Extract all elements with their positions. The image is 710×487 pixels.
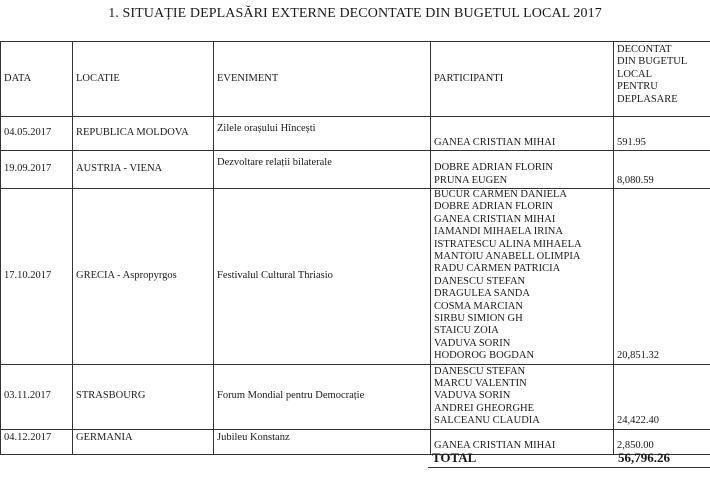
participant-name: IAMANDI MIHAELA IRINA	[434, 226, 563, 238]
cell-participanti	[431, 151, 614, 189]
cell-decontat: 20,851.32	[614, 189, 710, 365]
header-data: DATA	[1, 42, 73, 117]
participant-name: DOBRE ADRIAN FLORIN	[434, 201, 554, 213]
participant-name: DANESCU STEFAN	[434, 275, 526, 287]
header-decontat	[614, 42, 710, 117]
total-label: TOTAL	[432, 450, 477, 465]
participant-name: HODOROG BOGDAN	[434, 350, 535, 362]
cell-data: 03.11.2017	[1, 364, 73, 429]
participant-name: SALCEANU CLAUDIA	[434, 415, 540, 427]
participant-name: COSMA MARCIAN	[434, 300, 523, 312]
participant-name: GANEA CRISTIAN MIHAI	[434, 213, 556, 225]
cell-participanti	[431, 189, 614, 365]
cell-decontat: 8,080.59	[614, 151, 710, 189]
participant-name: DOBRE ADRIAN FLORIN	[434, 162, 554, 174]
header-decontat-line: PENTRU	[617, 81, 658, 93]
cell-eveniment: Forum Mondial pentru Democrație	[214, 364, 431, 429]
header-decontat-line: DECONTAT	[617, 44, 672, 55]
cell-eveniment: Zilele orașului Hîncești	[214, 117, 431, 151]
total-row	[0, 450, 710, 466]
participant-name: BUCUR CARMEN DANIELA	[434, 189, 568, 200]
participant-name: ANDREI GHEORGHE	[434, 402, 535, 414]
header-decontat-line: LOCAL	[617, 68, 652, 80]
cell-decontat: 24,422.40	[614, 364, 710, 429]
cell-locatie: AUSTRIA - VIENA	[73, 151, 214, 189]
header-locatie: LOCATIE	[73, 42, 214, 117]
total-underline	[428, 467, 710, 468]
cell-locatie: GERMANIA	[73, 429, 214, 454]
participant-name: ISTRATESCU ALINA MIHAELA	[434, 238, 582, 250]
cell-locatie: REPUBLICA MOLDOVA	[73, 117, 214, 151]
cell-data: 04.12.2017	[1, 429, 73, 454]
cell-eveniment: Jubileu Konstanz	[214, 429, 431, 454]
participant-name: GANEA CRISTIAN MIHAI	[434, 440, 556, 452]
header-decontat-line: DEPLASARE	[617, 93, 678, 105]
participant-name: GANEA CRISTIAN MIHAI	[434, 136, 556, 148]
cell-eveniment: Festivalul Cultural Thriasio	[214, 189, 431, 365]
cell-data: 19.09.2017	[1, 151, 73, 189]
cell-locatie: STRASBOURG	[73, 364, 214, 429]
cell-locatie: GRECIA - Aspropyrgos	[73, 189, 214, 365]
participant-name: PRUNA EUGEN	[434, 174, 508, 186]
deplasari-table	[0, 41, 710, 455]
cell-participanti	[431, 364, 614, 429]
participant-name: RADU CARMEN PATRICIA	[434, 263, 561, 275]
table-row	[1, 117, 710, 151]
participant-name: VADUVA SORIN	[434, 337, 511, 349]
table-row	[1, 189, 710, 365]
table-row	[1, 364, 710, 429]
participant-name: DANESCU STEFAN	[434, 365, 526, 377]
participant-name: SIRBU SIMION GH	[434, 313, 523, 325]
header-participanti: PARTICIPANTI	[431, 42, 614, 117]
cell-eveniment: Dezvoltare relații bilaterale	[214, 151, 431, 189]
cell-participanti	[431, 117, 614, 151]
cell-decontat: 591.95	[614, 117, 710, 151]
document-title: 1. SITUAȚIE DEPLASĂRI EXTERNE DECONTATE DIN BUGETUL LOCAL 2017	[108, 6, 602, 21]
cell-decontat: 2,850.00	[614, 429, 710, 454]
table-row	[1, 151, 710, 189]
cell-data: 04.05.2017	[1, 117, 73, 151]
participant-name: MANTOIU ANABELL OLIMPIA	[434, 251, 581, 263]
cell-data: 17.10.2017	[1, 189, 73, 365]
participant-name: STAICU ZOIA	[434, 325, 499, 337]
table-header-row	[1, 42, 710, 117]
header-eveniment: EVENIMENT	[214, 42, 431, 117]
participant-name: DRAGULEA SANDA	[434, 288, 530, 300]
total-value: 56,796.26	[618, 450, 670, 465]
participant-name: VADUVA SORIN	[434, 390, 511, 402]
participant-name: MARCU VALENTIN	[434, 378, 527, 390]
header-decontat-line: DIN BUGETUL	[617, 56, 688, 68]
